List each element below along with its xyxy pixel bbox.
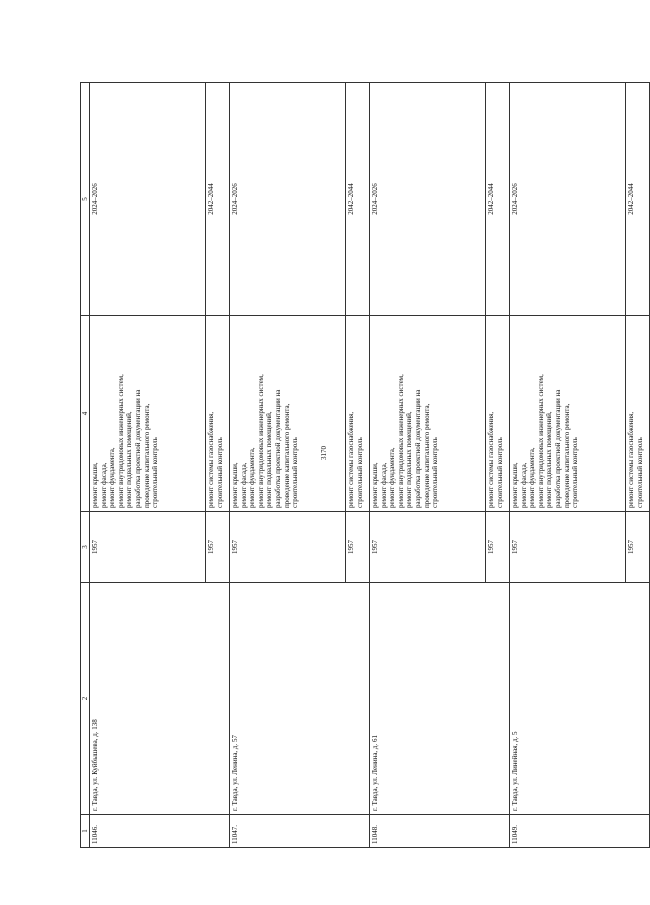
work-item: проведение капитального ремонта, (422, 403, 431, 508)
table-row (230, 83, 346, 848)
work-item: ремонт фундамента, (528, 447, 537, 508)
work-item: ремонт подвальных помещений, (265, 411, 274, 508)
year-cell: 1957 (370, 512, 486, 583)
works-cell (486, 316, 510, 512)
period-cell: 2024–2026 (230, 83, 346, 316)
column-header: 2 (81, 583, 90, 815)
work-item: ремонт внутридомовых инженерных систем, (396, 374, 405, 508)
work-item: строительный контроль (571, 437, 580, 508)
work-item: ремонт системы газоснабжения, (347, 411, 355, 508)
year-cell: 1957 (486, 512, 510, 583)
address-cell: г. Тавда, ул. Линейная, д. 5 (510, 583, 650, 815)
table-row (90, 83, 206, 848)
work-item: ремонт крыши, (511, 462, 519, 508)
work-item: строительный контроль (291, 437, 300, 508)
year-cell: 1957 (230, 512, 346, 583)
work-item: ремонт системы газоснабжения, (487, 411, 495, 508)
work-item: ремонт подвальных помещений, (405, 411, 414, 508)
table-header-row (81, 83, 90, 848)
work-item: ремонт фасада, (239, 462, 248, 508)
work-item: проведение капитального ремонта, (142, 403, 151, 508)
column-header: 3 (81, 512, 90, 583)
work-item: ремонт фундамента, (388, 447, 397, 508)
work-item: строительный контроль (635, 437, 644, 508)
row-number: 11049. (510, 815, 650, 848)
period-cell: 2042–2044 (346, 83, 370, 316)
period-cell: 2024–2026 (370, 83, 486, 316)
work-item: ремонт крыши, (231, 462, 239, 508)
work-item: ремонт фасада, (99, 462, 108, 508)
work-item: ремонт фундамента, (248, 447, 257, 508)
work-item: строительный контроль (495, 437, 504, 508)
year-cell: 1957 (510, 512, 626, 583)
works-cell (510, 316, 626, 512)
column-header: 1 (81, 815, 90, 848)
table-row (510, 83, 626, 848)
table-row (370, 83, 486, 848)
address-cell: г. Тавда, ул. Ленина, д. 61 (370, 583, 510, 815)
work-item: разработка проектной документации на (133, 389, 142, 508)
document-table-wrapper (80, 83, 644, 848)
work-item: строительный контроль (151, 437, 160, 508)
row-number: 11048. (370, 815, 510, 848)
work-item: ремонт фасада, (519, 462, 528, 508)
work-item: ремонт крыши, (371, 462, 379, 508)
work-item: строительный контроль (431, 437, 440, 508)
work-item: ремонт крыши, (91, 462, 99, 508)
work-item: проведение капитального ремонта, (282, 403, 291, 508)
works-cell (90, 316, 206, 512)
period-cell: 2024–2026 (510, 83, 626, 316)
period-cell: 2042–2044 (206, 83, 230, 316)
repair-schedule-table (80, 82, 650, 848)
period-cell: 2042–2044 (486, 83, 510, 316)
works-cell (230, 316, 346, 512)
year-cell: 1957 (346, 512, 370, 583)
column-header: 4 (81, 316, 90, 512)
period-cell: 2024–2026 (90, 83, 206, 316)
work-item: ремонт системы газоснабжения, (207, 411, 215, 508)
work-item: ремонт фасада, (379, 462, 388, 508)
column-header: 5 (81, 83, 90, 316)
work-item: строительный контроль (355, 437, 364, 508)
work-item: ремонт фундамента, (108, 447, 117, 508)
works-cell (346, 316, 370, 512)
work-item: ремонт внутридомовых инженерных систем, (256, 374, 265, 508)
work-item: разработка проектной документации на (273, 389, 282, 508)
year-cell: 1957 (626, 512, 650, 583)
address-cell: г. Тавда, ул. Куйбышева, д. 138 (90, 583, 230, 815)
work-item: ремонт подвальных помещений, (545, 411, 554, 508)
address-cell: г. Тавда, ул. Ленина, д. 57 (230, 583, 370, 815)
work-item: ремонт внутридомовых инженерных систем, (116, 374, 125, 508)
work-item: ремонт системы газоснабжения, (627, 411, 635, 508)
year-cell: 1957 (90, 512, 206, 583)
work-item: строительный контроль (215, 437, 224, 508)
work-item: ремонт подвальных помещений, (125, 411, 134, 508)
work-item: проведение капитального ремонта, (562, 403, 571, 508)
work-item: разработка проектной документации на (553, 389, 562, 508)
row-number: 11047. (230, 815, 370, 848)
work-item: разработка проектной документации на (413, 389, 422, 508)
work-item: ремонт внутридомовых инженерных систем, (536, 374, 545, 508)
works-cell (206, 316, 230, 512)
period-cell: 2042–2044 (626, 83, 650, 316)
table-body (90, 83, 650, 848)
page-number: 3170 (320, 446, 328, 460)
row-number: 11046. (90, 815, 230, 848)
works-cell (626, 316, 650, 512)
year-cell: 1957 (206, 512, 230, 583)
works-cell (370, 316, 486, 512)
